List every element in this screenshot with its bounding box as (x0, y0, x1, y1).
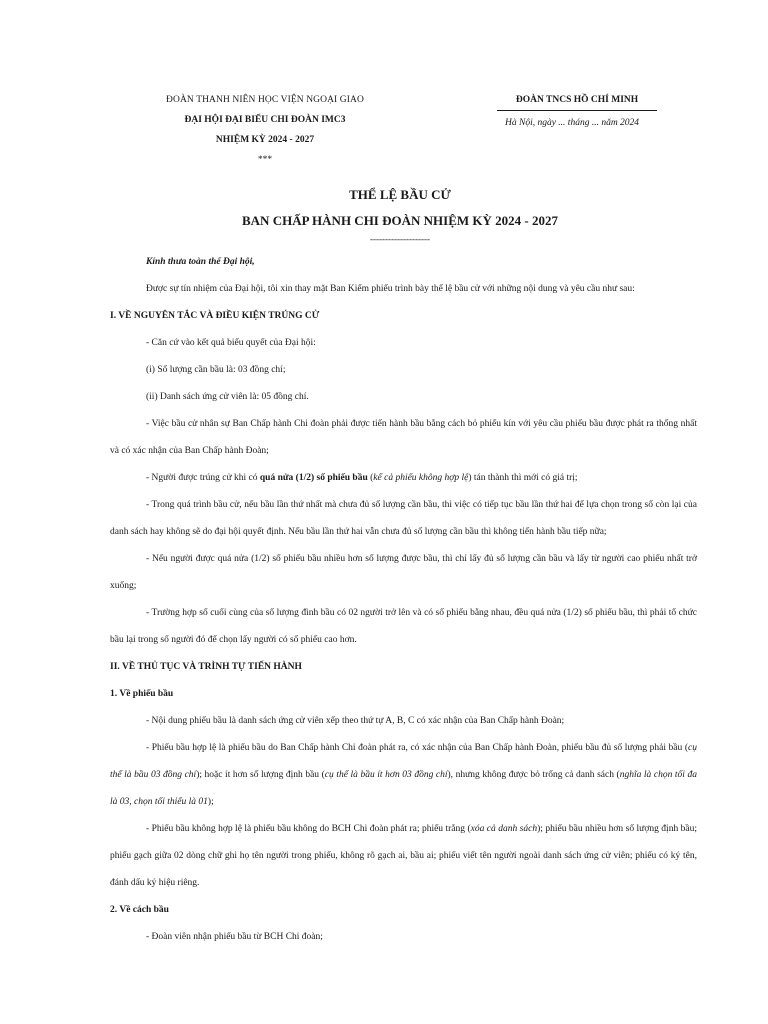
term: NHIỆM KỲ 2024 - 2027 (215, 135, 315, 145)
document-title: THỂ LỆ BẦU CỬ (349, 187, 451, 202)
title-block (0, 184, 768, 245)
paragraph: - Căn cứ vào kết quả biểu quyết của Đại hội: (146, 338, 316, 348)
text-run: ); hoặc ít hơn số lượng định bầu ( (196, 770, 325, 780)
text-run: - Phiếu bầu hợp lệ là phiếu bầu do Ban Chấp hành Chi đoàn phát ra, có xác nhận của Ban Chấp hành Đoàn, phiếu bầu đủ số lượng phải bầu ( (146, 743, 689, 753)
paragraph: - Nếu người được quá nửa (1/2) số phiếu bầu nhiều hơn số lượng được bầu, thì chỉ lấy đủ số lượng cần bầu và lấy từ người cao phiếu nhất trở xuống; (110, 554, 697, 591)
subsection-2-title: 2. Về cách bầu (110, 905, 169, 915)
paragraph: - Trường hợp số cuối cùng của số lượng đình bầu có 02 người trở lên và có số phiếu bằng nhau, đều quá nửa (1/2) số phiếu bầu, thì phải tổ chức bầu lại trong số người đó để chọn lấy người có số phiếu cao hơn. (110, 608, 697, 645)
italic-note: nghĩa là chọn tối đa là 03, chọn tối thiểu là 01 (110, 770, 697, 807)
union-name: ĐOÀN TNCS HỒ CHÍ MINH (515, 95, 639, 105)
header-left (150, 90, 380, 170)
paragraph (110, 816, 697, 897)
text-run: ); (207, 797, 214, 807)
document-body (110, 249, 697, 951)
paragraph: (ii) Danh sách ứng cử viên là: 05 đồng chí. (146, 392, 309, 402)
paragraph (110, 735, 697, 816)
text-run: - Người được trúng cử khi có (146, 473, 260, 483)
italic-note: cụ thể là bầu ít hơn 03 đồng chí (324, 770, 448, 780)
text-run: ); phiếu bầu nhiều hơn số lượng định bầu; phiếu gạch giữa 02 dòng chữ ghi họ tên người trong phiếu, không rõ gạch ai, bầu ai; phiếu viết tên người ngoài danh sách ứng cử viên; phiếu có ký tên, đánh dấu ký hiệu riêng. (110, 824, 697, 888)
subsection-1-title: 1. Về phiếu bầu (110, 689, 174, 699)
text-run: ), nhưng không được bỏ trống cả danh sách ( (447, 770, 620, 780)
congress-name: ĐẠI HỘI ĐẠI BIỂU CHI ĐOÀN IMC3 (184, 115, 346, 125)
paragraph: - Nội dung phiếu bầu là danh sách ứng cử viên xếp theo thứ tự A, B, C có xác nhận của Ban Chấp hành Đoàn; (146, 716, 565, 726)
header-right (497, 90, 657, 133)
greeting: Kính thưa toàn thể Đại hội, (146, 257, 255, 267)
section-1-title: I. VỀ NGUYÊN TẮC VÀ ĐIỀU KIỆN TRÚNG CỬ (110, 311, 320, 321)
org-name: ĐOÀN THANH NIÊN HỌC VIỆN NGOẠI GIAO (166, 95, 364, 105)
header-rule (497, 110, 657, 111)
place-date: Hà Nội, ngày ... tháng ... năm 2024 (505, 118, 640, 128)
title-divider: -------------------- (370, 234, 430, 244)
paragraph: - Đoàn viên nhận phiếu bầu từ BCH Chi đoàn; (146, 932, 323, 942)
stars-divider: *** (257, 155, 273, 165)
emphasis: quá nửa (1/2) số phiếu bầu (259, 473, 368, 483)
paragraph: (i) Số lượng cần bầu là: 03 đồng chí; (146, 365, 286, 375)
paragraph: - Trong quá trình bầu cử, nếu bầu lần thứ nhất mà chưa đủ số lượng cần bầu, thì việc có tiếp tục bầu lần thứ hai để lựa chọn trong số còn lại của danh sách hay không sẽ do đại hội quyết định. Nếu bầu lần thứ hai vẫn chưa đủ số lượng cần bầu thì không tiến hành bầu tiếp nữa; (110, 500, 697, 537)
italic-note: kể cả phiếu không hợp lệ (373, 473, 469, 483)
intro-paragraph: Được sự tín nhiệm của Đại hội, tôi xin thay mặt Ban Kiểm phiếu trình bày thể lệ bầu cử với những nội dung và yêu cầu như sau: (146, 284, 635, 294)
paragraph (110, 465, 697, 492)
italic-note: cụ thể là bầu 03 đồng chí (110, 743, 697, 780)
text-run: ) tán thành thì mới có giá trị; (468, 473, 578, 483)
text-run: ( (367, 473, 374, 483)
paragraph: - Việc bầu cử nhân sự Ban Chấp hành Chi đoàn phải được tiến hành bầu bằng cách bỏ phiếu kín với yêu cầu phiếu bầu được phát ra thống nhất và có xác nhận của Ban Chấp hành Đoàn; (110, 419, 697, 456)
text-run: - Phiếu bầu không hợp lệ là phiếu bầu không do BCH Chi đoàn phát ra; phiếu trắng ( (146, 824, 471, 834)
italic-note: xóa cả danh sách (470, 824, 538, 834)
document-subtitle: BAN CHẤP HÀNH CHI ĐOÀN NHIỆM KỲ 2024 - 2027 (242, 213, 558, 228)
section-2-title: II. VỀ THỦ TỤC VÀ TRÌNH TỰ TIẾN HÀNH (110, 662, 302, 672)
